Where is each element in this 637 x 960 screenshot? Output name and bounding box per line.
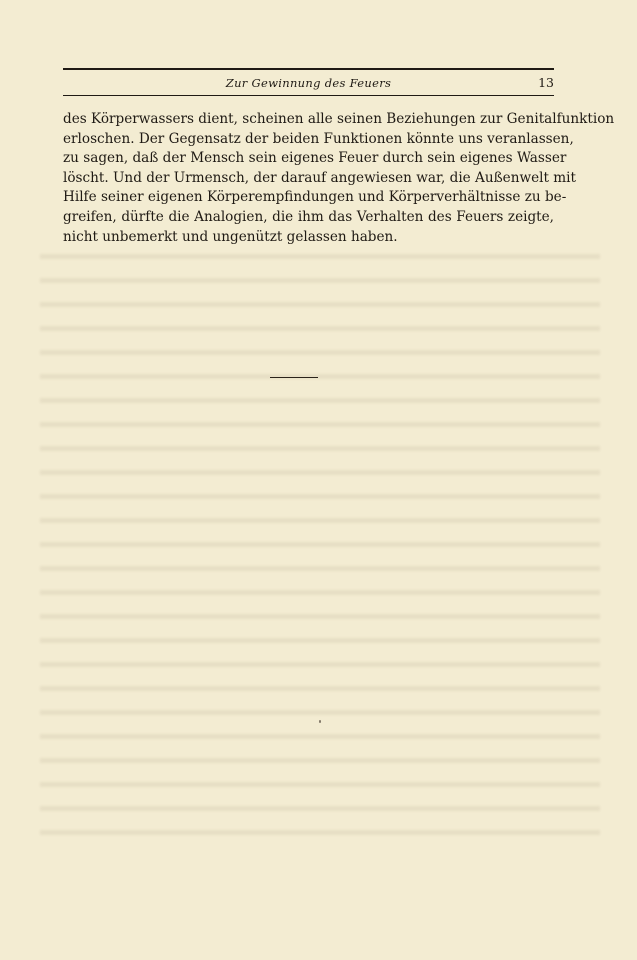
text-line: nicht unbemerkt und ungenützt gelassen haben. xyxy=(63,228,398,245)
running-header xyxy=(63,68,554,96)
bleed-through-texture xyxy=(40,240,600,840)
running-title: Zur Gewinnung des Feuers xyxy=(225,76,392,90)
body-paragraph xyxy=(63,110,615,247)
text-line: zu sagen, daß der Mensch sein eigenes Feuer durch sein eigenes Wasser xyxy=(63,150,567,167)
page-number: 13 xyxy=(538,75,554,90)
text-line: löscht. Und der Urmensch, der darauf angewiesen war, die Außenwelt mit xyxy=(63,169,576,186)
text-line: erloschen. Der Gegensatz der beiden Funktionen könnte uns veranlassen, xyxy=(63,130,574,147)
section-end-rule xyxy=(270,377,318,378)
text-line: des Körperwassers dient, scheinen alle seinen Beziehungen zur Genitalfunktion xyxy=(63,111,615,127)
text-line: greifen, dürfte die Analogien, die ihm das Verhalten des Feuers zeigte, xyxy=(63,208,554,225)
paper-speck xyxy=(319,720,321,723)
text-line: Hilfe seiner eigenen Körperempfindungen und Körperverhältnisse zu be- xyxy=(63,189,567,206)
